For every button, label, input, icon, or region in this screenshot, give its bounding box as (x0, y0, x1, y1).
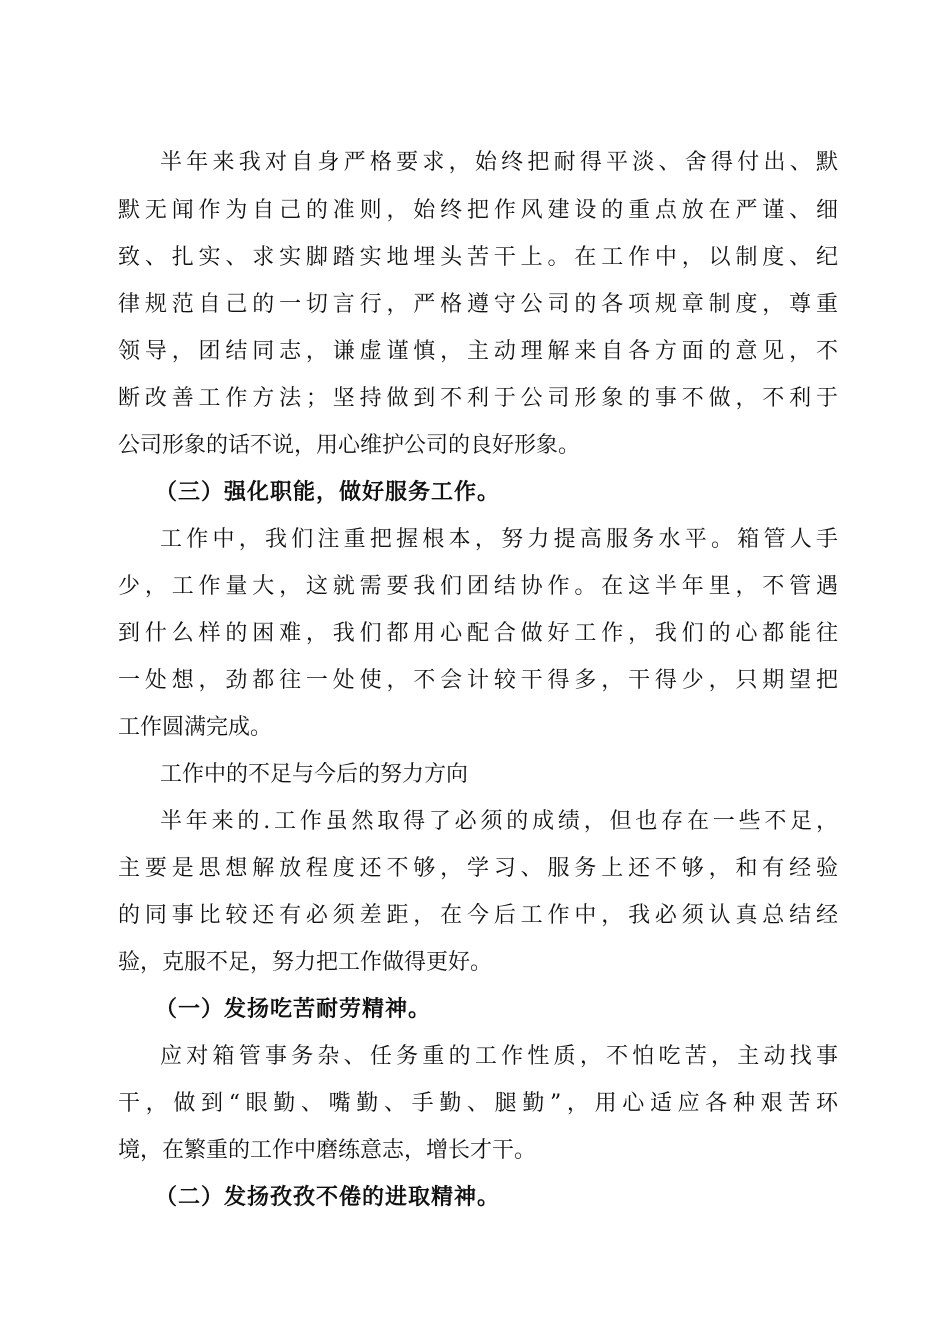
paragraph-4-line-2: 干，做到“眼勤、嘴勤、手勤、腿勤”，用心适应各种艰苦环 (118, 1091, 838, 1116)
paragraph-1-line-3: 致、扎实、求实脚踏实地埋头苦干上。在工作中，以制度、纪 (118, 245, 838, 270)
paragraph-3-line-2: 主要是思想解放程度还不够，学习、服务上还不够，和有经验 (118, 856, 838, 881)
paragraph-4-line-3: 境，在繁重的工作中磨练意志，增长才干。 (118, 1138, 537, 1163)
paragraph-4-line-1: 应对箱管事务杂、任务重的工作性质，不怕吃苦，主动找事 (160, 1044, 838, 1069)
section-heading-1: （一）发扬吃苦耐劳精神。 (155, 997, 432, 1022)
paragraph-1-line-4: 律规范自己的一切言行，严格遵守公司的各项规章制度，尊重 (118, 292, 838, 317)
paragraph-3-line-4: 验，克服不足，努力把工作做得更好。 (118, 950, 493, 975)
paragraph-3-line-3: 的同事比较还有必须差距，在今后工作中，我必须认真总结经 (118, 903, 838, 928)
paragraph-3-line-1: 半年来的.工作虽然取得了必须的成绩，但也存在一些不足， (160, 809, 838, 834)
paragraph-1-line-5: 领导，团结同志，谦虚谨慎，主动理解来自各方面的意见，不 (118, 339, 838, 364)
paragraph-1-line-1: 半年来我对自身严格要求，始终把耐得平淡、舍得付出、默 (160, 150, 838, 175)
paragraph-2-line-5: 工作圆满完成。 (118, 715, 273, 740)
section-heading-3: （三）强化职能，做好服务工作。 (155, 480, 501, 505)
paragraph-1-line-2: 默无闻作为自己的准则，始终把作风建设的重点放在严谨、细 (118, 198, 838, 223)
section-subtitle: 工作中的不足与今后的努力方向 (160, 762, 469, 787)
paragraph-2-line-4: 一处想，劲都往一处使，不会计较干得多，干得少，只期望把 (118, 668, 838, 693)
paragraph-1-line-6: 断改善工作方法；坚持做到不利于公司形象的事不做，不利于 (118, 386, 838, 411)
paragraph-2-line-3: 到什么样的困难，我们都用心配合做好工作，我们的心都能往 (118, 621, 838, 646)
paragraph-1-line-7: 公司形象的话不说，用心维护公司的良好形象。 (118, 433, 581, 458)
section-heading-2: （二）发扬孜孜不倦的进取精神。 (155, 1185, 501, 1210)
paragraph-2-line-1: 工作中，我们注重把握根本，努力提高服务水平。箱管人手 (160, 527, 838, 552)
paragraph-2-line-2: 少，工作量大，这就需要我们团结协作。在这半年里，不管遇 (118, 574, 838, 599)
